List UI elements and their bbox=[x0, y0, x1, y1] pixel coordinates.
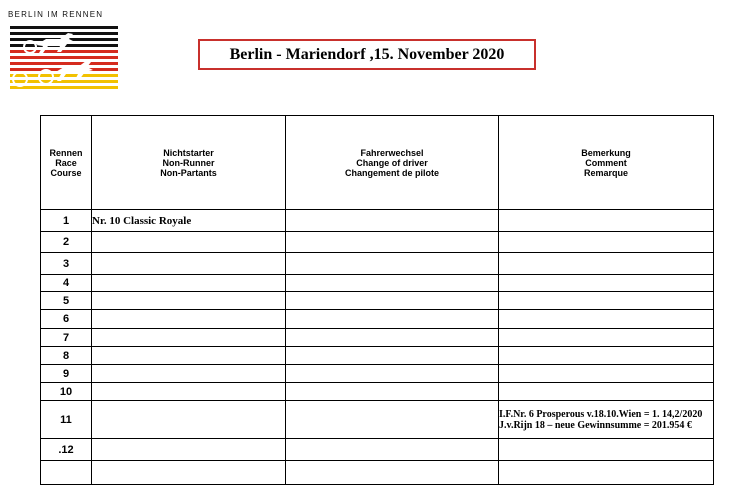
race-number: 6 bbox=[41, 310, 92, 329]
race-number: 8 bbox=[41, 347, 92, 365]
driver-change-cell bbox=[286, 275, 499, 292]
remark-cell bbox=[499, 461, 714, 485]
remark-cell bbox=[499, 275, 714, 292]
race-number: 5 bbox=[41, 292, 92, 310]
header-row bbox=[41, 116, 714, 210]
race-number bbox=[41, 461, 92, 485]
non-runner-cell bbox=[92, 275, 286, 292]
driver-change-cell bbox=[286, 232, 499, 253]
non-runner-cell bbox=[92, 461, 286, 485]
remark-cell: I.F.Nr. 6 Prosperous v.18.10.Wien = 1. 14,2/2020 J.v.Rijn 18 – neue Gewinnsumme = 201.954 € bbox=[499, 401, 714, 439]
remark-cell bbox=[499, 310, 714, 329]
table-row bbox=[41, 275, 714, 292]
table-row bbox=[41, 210, 714, 232]
table-row bbox=[41, 329, 714, 347]
driver-change-cell bbox=[286, 401, 499, 439]
remark-cell bbox=[499, 347, 714, 365]
race-number: 10 bbox=[41, 383, 92, 401]
driver-change-cell bbox=[286, 461, 499, 485]
non-runner-cell bbox=[92, 232, 286, 253]
remark-cell bbox=[499, 210, 714, 232]
non-runner-cell bbox=[92, 365, 286, 383]
driver-change-cell bbox=[286, 383, 499, 401]
remark-cell bbox=[499, 232, 714, 253]
horse-sulky-logo-icon bbox=[8, 23, 120, 93]
race-number: 2 bbox=[41, 232, 92, 253]
driver-change-cell bbox=[286, 329, 499, 347]
table-row bbox=[41, 347, 714, 365]
race-number: 7 bbox=[41, 329, 92, 347]
race-number: 1 bbox=[41, 210, 92, 232]
non-runner-cell bbox=[92, 439, 286, 461]
race-number: .12 bbox=[41, 439, 92, 461]
table-row bbox=[41, 439, 714, 461]
table-row bbox=[41, 253, 714, 275]
non-runner-cell: Nr. 10 Classic Royale bbox=[92, 210, 286, 232]
table-row bbox=[41, 232, 714, 253]
driver-change-cell bbox=[286, 310, 499, 329]
page-title: Berlin - Mariendorf ,15. November 2020 bbox=[229, 45, 505, 63]
table-row bbox=[41, 365, 714, 383]
table-row bbox=[41, 292, 714, 310]
table-row bbox=[41, 383, 714, 401]
remark-cell bbox=[499, 292, 714, 310]
remark-cell bbox=[499, 383, 714, 401]
driver-change-cell bbox=[286, 292, 499, 310]
table-row bbox=[41, 401, 714, 439]
column-header-race: Rennen Race Course bbox=[41, 116, 92, 210]
column-header-remark: Bemerkung Comment Remarque bbox=[499, 116, 714, 210]
column-header-non-runner: Nichtstarter Non-Runner Non-Partants bbox=[92, 116, 286, 210]
non-runner-cell bbox=[92, 401, 286, 439]
logo-text: BERLIN IM RENNEN bbox=[8, 10, 104, 19]
column-header-driver-change: Fahrerwechsel Change of driver Changement de pilote bbox=[286, 116, 499, 210]
table-row bbox=[41, 461, 714, 485]
remark-cell bbox=[499, 253, 714, 275]
table-row bbox=[41, 310, 714, 329]
title-box bbox=[198, 39, 536, 70]
non-runner-cell bbox=[92, 292, 286, 310]
non-runner-cell bbox=[92, 329, 286, 347]
race-changes-table bbox=[40, 115, 714, 485]
non-runner-cell bbox=[92, 253, 286, 275]
non-runner-cell bbox=[92, 310, 286, 329]
driver-change-cell bbox=[286, 253, 499, 275]
non-runner-cell bbox=[92, 347, 286, 365]
race-number: 11 bbox=[41, 401, 92, 439]
driver-change-cell bbox=[286, 365, 499, 383]
non-runner-cell bbox=[92, 383, 286, 401]
driver-change-cell bbox=[286, 439, 499, 461]
race-number: 9 bbox=[41, 365, 92, 383]
remark-cell bbox=[499, 329, 714, 347]
race-number: 3 bbox=[41, 253, 92, 275]
logo bbox=[8, 10, 120, 94]
remark-cell bbox=[499, 439, 714, 461]
remark-cell bbox=[499, 365, 714, 383]
driver-change-cell bbox=[286, 347, 499, 365]
driver-change-cell bbox=[286, 210, 499, 232]
race-number: 4 bbox=[41, 275, 92, 292]
